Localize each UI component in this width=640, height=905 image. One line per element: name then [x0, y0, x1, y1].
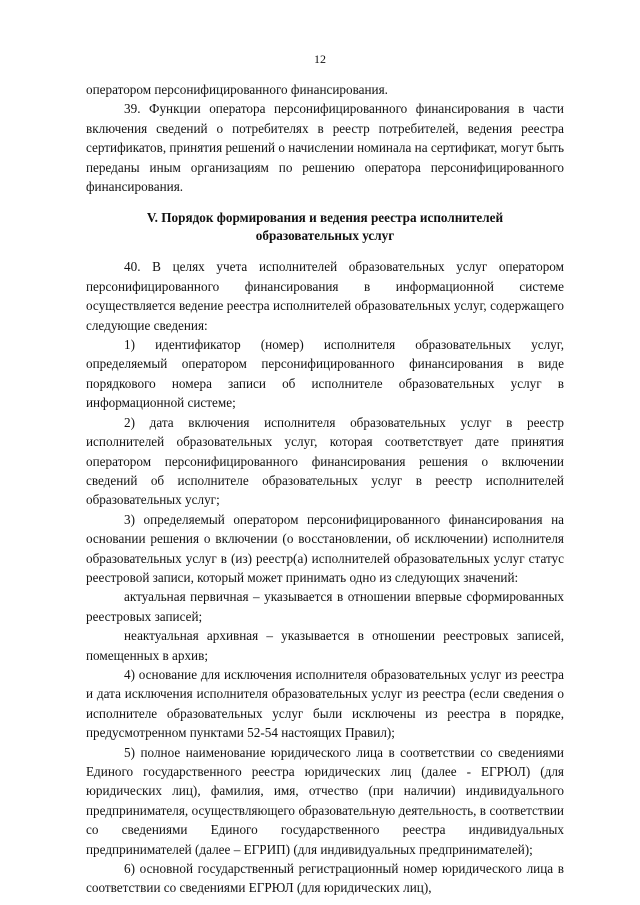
- section-heading-line1: V. Порядок формирования и ведения реестра исполнителей: [146, 210, 504, 226]
- list-item-2: 2) дата включения исполнителя образовательных услуг в реестр исполнителей образовательных услуг, которая соответствует дате принятия оператором персонифицированного финансирования решения о включении сведений об исполнителе образовательных услуг в реестр исполнителей образовательных услуг;: [86, 414, 564, 508]
- section-heading: [86, 209, 564, 245]
- status-value-actual: актуальная первичная – указывается в отношении впервые сформированных реестровых записей;: [86, 589, 564, 624]
- list-item-3: 3) определяемый оператором персонифицированного финансирования на основании решения о включении (о восстановлении, об исключении) исполнителя образовательных услуг в (из) реестр(а) исполнителей образовательных услуг статус реестровой записи, который может принимать одно из следующих значений:: [86, 511, 564, 585]
- paragraph-continuation: оператором персонифицированного финансирования.: [86, 82, 388, 97]
- document-body: [86, 80, 564, 898]
- paragraph-39: 39. Функции оператора персонифицированного финансирования в части включения сведений о потребителях в реестр потребителей, ведения реестра сертификатов, принятия решений о начислении номинала на сертификат, могут быть переданы иным организациям по решению оператора персонифицированного финансирования.: [86, 101, 564, 195]
- list-item-5: 5) полное наименование юридического лица в соответствии со сведениями Единого государственного реестра юридических лиц (далее - ЕГРЮЛ) (для юридических лиц), фамилия, имя, отчество (при наличии) индивидуального предпринимателя, осуществляющего образовательную деятельность, в соответствии со сведениями Единого государственного реестра индивидуальных предпринимателей (далее – ЕГРИП) (для индивидуальных предпринимателей);: [86, 744, 564, 857]
- list-item-4: 4) основание для исключения исполнителя образовательных услуг из реестра и дата исключения исполнителя образовательных услуг из реестра (если сведения о исполнителе образовательных услуг были исключены из реестра в порядке, предусмотренном пунктами 52-54 настоящих Правил);: [86, 666, 564, 741]
- list-item-6: 6) основной государственный регистрационный номер юридического лица в соответствии со сведениями ЕГРЮЛ (для юридических лиц),: [86, 861, 564, 896]
- status-value-archived: неактуальная архивная – указывается в отношении реестровых записей, помещенных в архив;: [86, 628, 564, 663]
- section-heading-line2: образовательных услуг: [255, 228, 395, 244]
- page-number: 12: [314, 52, 326, 66]
- list-item-1: 1) идентификатор (номер) исполнителя образовательных услуг, определяемый оператором персонифицированного финансирования в виде порядкового номера записи об исполнителе образовательных услуг в информационной системе;: [86, 337, 564, 411]
- paragraph-40: 40. В целях учета исполнителей образовательных услуг оператором персонифицированного финансирования в информационной системе осуществляется ведение реестра исполнителей образовательных услуг, содержащего следующие сведения:: [86, 259, 564, 333]
